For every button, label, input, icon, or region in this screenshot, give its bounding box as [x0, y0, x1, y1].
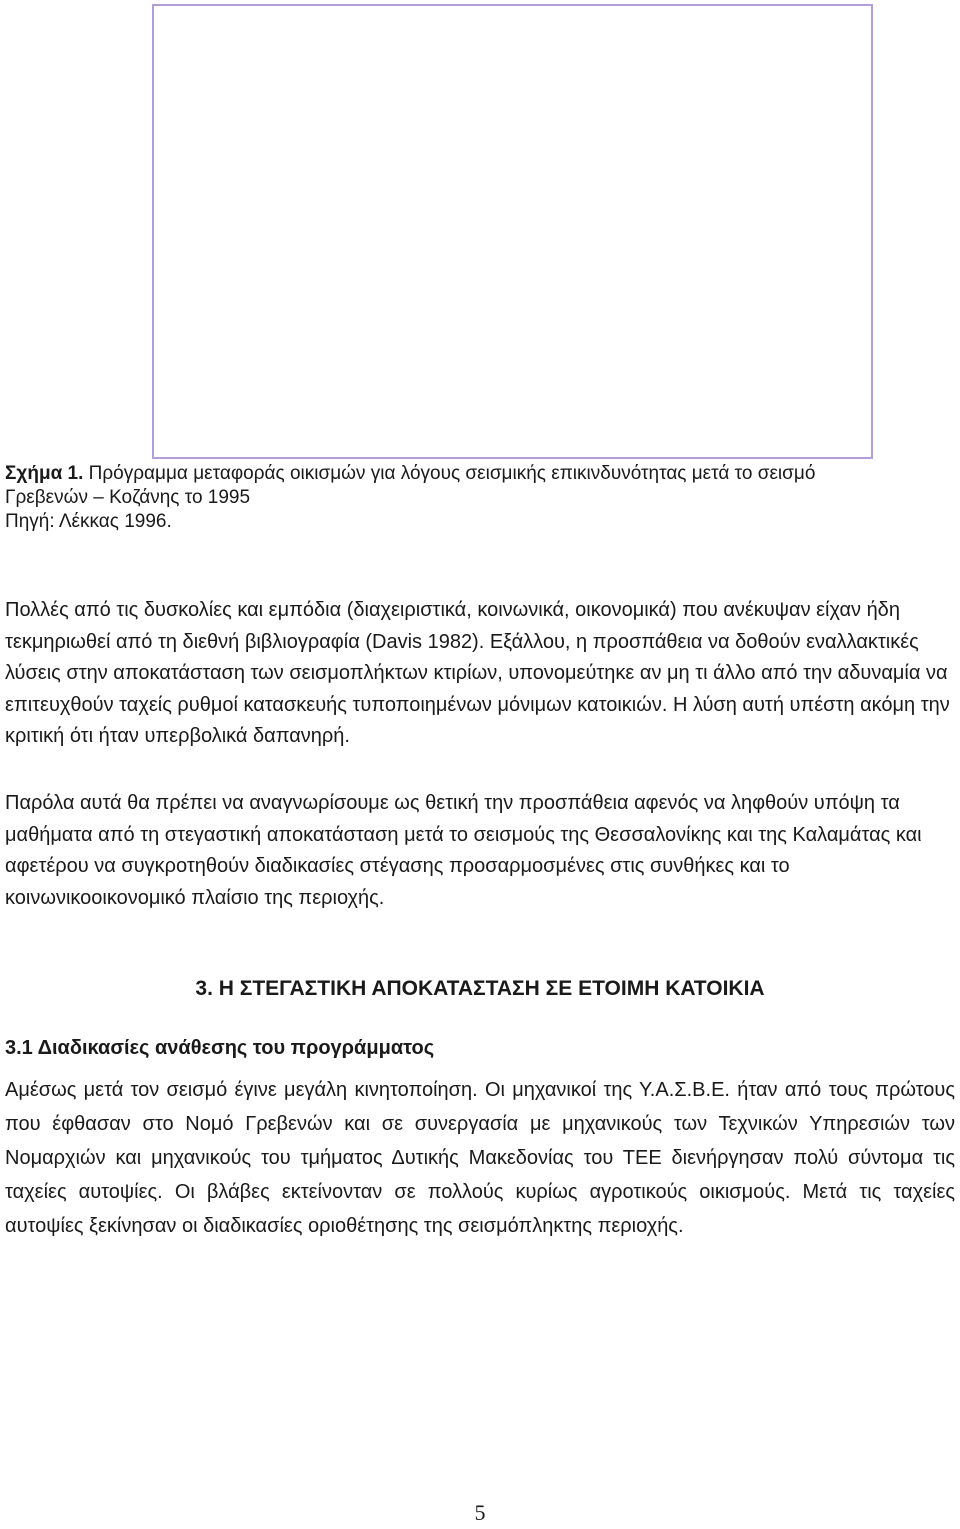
caption-text: Πρόγραμμα μεταφοράς οικισμών για λόγους σεισμικής επικινδυνότητας μετά το σεισμό [83, 463, 816, 484]
figure-placeholder [152, 4, 873, 459]
subsection-heading: 3.1 Διαδικασίες ανάθεσης του προγράμματος [5, 1037, 435, 1059]
caption-line2: Γρεβενών – Κοζάνης το 1995 [5, 487, 251, 508]
page-number: 5 [474, 1500, 486, 1525]
paragraph-2: Παρόλα αυτά θα πρέπει να αναγνωρίσουμε ως θετική την προσπάθεια αφενός να ληφθούν υπόψη τα μαθήματα από τη στεγαστική αποκατάσταση μετά το σεισμούς της Θεσσαλονίκης και της Καλαμάτας και αφετέρου να συγκροτηθούν διαδικασίες στέγασης προσαρμοσμένες στις συνθήκες και το κοινωνικοοικονομικό πλαίσιο της περιοχής. [5, 792, 922, 909]
figure-caption [5, 462, 945, 534]
section-heading: 3. Η ΣΤΕΓΑΣΤΙΚΗ ΑΠΟΚΑΤΑΣΤΑΣΗ ΣΕ ΕΤΟΙΜΗ ΚΑΤΟΙΚΙΑ [195, 977, 765, 1000]
caption-source: Πηγή: Λέκκας 1996. [5, 511, 172, 532]
caption-label: Σχήμα 1. [5, 463, 84, 484]
paragraph-3: Αμέσως μετά τον σεισμό έγινε μεγάλη κινητοποίηση. Οι μηχανικοί της Υ.Α.Σ.Β.Ε. ήταν από τους πρώτους που έφθασαν στο Νομό Γρεβενών και σε συνεργασία με μηχανικούς των Τεχνικών Υπηρεσιών των Νομαρχιών και μηχανικούς του τμήματος Δυτικής Μακεδονίας του ΤΕΕ διενήργησαν πολύ σύντομα τις ταχείες αυτοψίες. Οι βλάβες εκτείνονταν σε πολλούς κυρίως αγροτικούς οικισμούς. Μετά τις ταχείες αυτοψίες ξεκίνησαν οι διαδικασίες οριοθέτησης της σεισμόπληκτης περιοχής. [5, 1079, 955, 1237]
paragraph-1: Πολλές από τις δυσκολίες και εμπόδια (διαχειριστικά, κοινωνικά, οικονομικά) που ανέκυψαν είχαν ήδη τεκμηριωθεί από τη διεθνή βιβλιογραφία (Davis 1982). Εξάλλου, η προσπάθεια να δοθούν εναλλακτικές λύσεις στην αποκατάσταση των σεισμοπλήκτων κτιρίων, υπονομεύτηκε αν μη τι άλλο από την αδυναμία να επιτευχθούν ταχείς ρυθμοί κατασκευής τυποποιημένων μόνιμων κατοικιών. Η λύση αυτή υπέστη ακόμη την κριτική ότι ήταν υπερβολικά δαπανηρή. [5, 599, 950, 747]
